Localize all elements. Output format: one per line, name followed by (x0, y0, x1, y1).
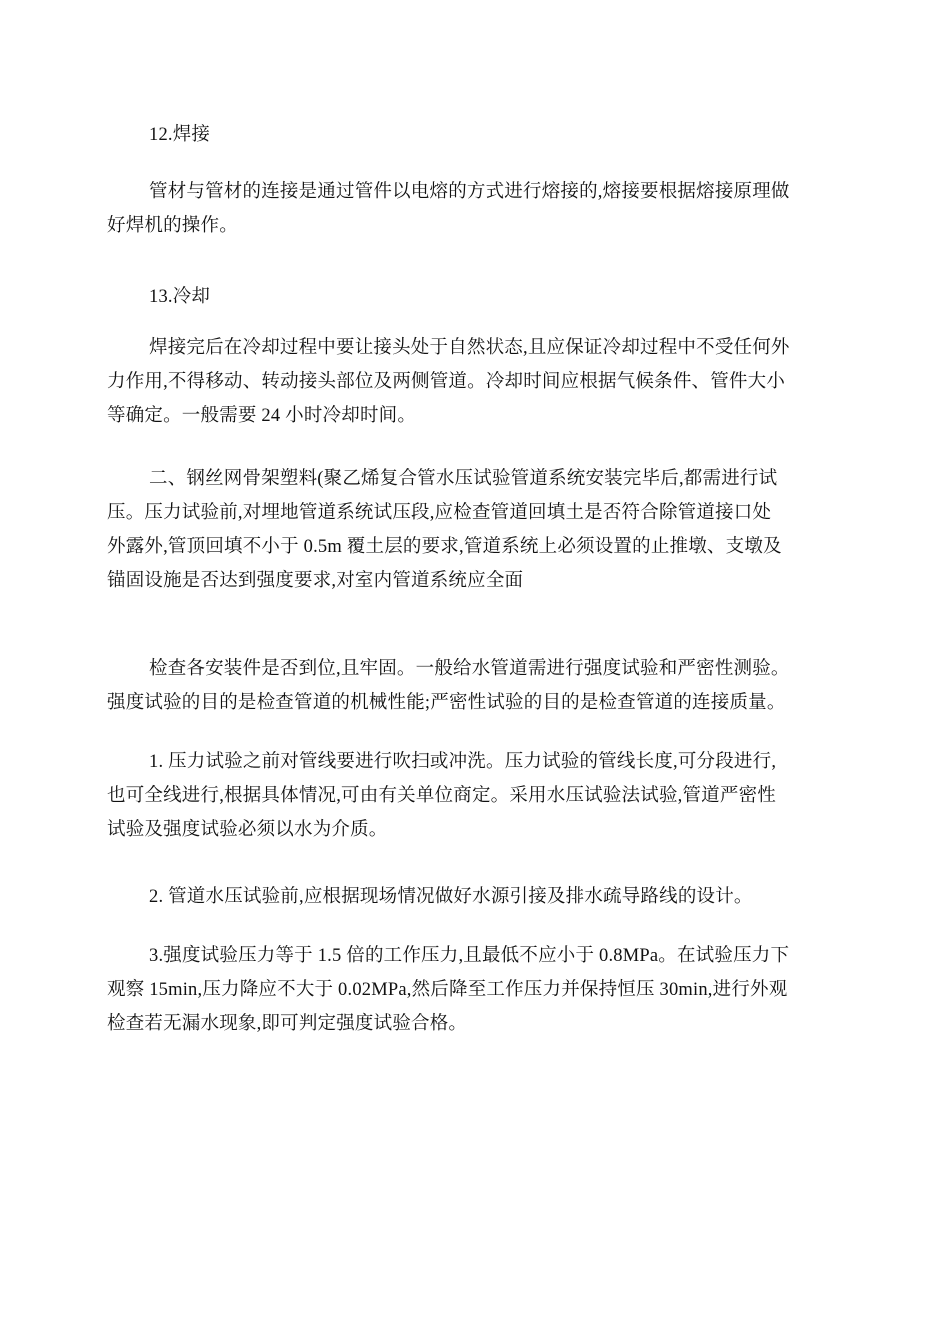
text-line: 检查各安装件是否到位,且牢固。一般给水管道需进行强度试验和严密性测验。 (149, 659, 790, 679)
text-line: 1. 压力试验之前对管线要进行吹扫或冲洗。压力试验的管线长度,可分段进行, (149, 752, 777, 772)
text-line: 力作用,不得移动、转动接头部位及两侧管道。冷却时间应根据气候条件、管件大小 (107, 372, 786, 392)
text-line: 压。压力试验前,对埋地管道系统试压段,应检查管道回填土是否符合除管道接口处 (107, 503, 772, 523)
text-line: 3.强度试验压力等于 1.5 倍的工作压力,且最低不应小于 0.8MPa。在试验压力下 (149, 946, 790, 966)
text-line: 检查若无漏水现象,即可判定强度试验合格。 (107, 1014, 468, 1034)
text-line: 也可全线进行,根据具体情况,可由有关单位商定。采用水压试验法试验,管道严密性 (107, 786, 776, 806)
paragraph-installation-check (107, 652, 790, 720)
text-line: 二、钢丝网骨架塑料(聚乙烯复合管水压试验管道系统安装完毕后,都需进行试 (149, 469, 778, 489)
text-line: 2. 管道水压试验前,应根据现场情况做好水源引接及排水疏导路线的设计。 (149, 887, 753, 907)
text-line: 观察 15min,压力降应不大于 0.02MPa,然后降至工作压力并保持恒压 30min,进行外观 (107, 980, 788, 1000)
text-line: 强度试验的目的是检查管道的机械性能;严密性试验的目的是检查管道的连接质量。 (107, 693, 786, 713)
paragraph-pressure-test-intro (107, 462, 782, 598)
section-heading-cooling: 13.冷却 (149, 287, 211, 307)
paragraph-item-1 (107, 745, 776, 847)
text-line: 试验及强度试验必须以水为介质。 (107, 820, 388, 840)
text-line: 好焊机的操作。 (107, 216, 238, 236)
text-line: 外露外,管顶回填不小于 0.5m 覆土层的要求,管道系统上必须设置的止推墩、支墩及 (107, 537, 782, 557)
paragraph-cooling (107, 331, 790, 433)
paragraph-item-2 (107, 880, 753, 914)
text-line: 锚固设施是否达到强度要求,对室内管道系统应全面 (107, 571, 524, 591)
text-line: 管材与管材的连接是通过管件以电熔的方式进行熔接的,熔接要根据熔接原理做 (149, 182, 790, 202)
paragraph-item-3 (107, 939, 789, 1041)
section-heading-welding: 12.焊接 (149, 125, 211, 145)
text-line: 焊接完后在冷却过程中要让接头处于自然状态,且应保证冷却过程中不受任何外 (149, 338, 790, 358)
paragraph-welding (107, 175, 790, 243)
text-line: 等确定。一般需要 24 小时冷却时间。 (107, 406, 417, 426)
